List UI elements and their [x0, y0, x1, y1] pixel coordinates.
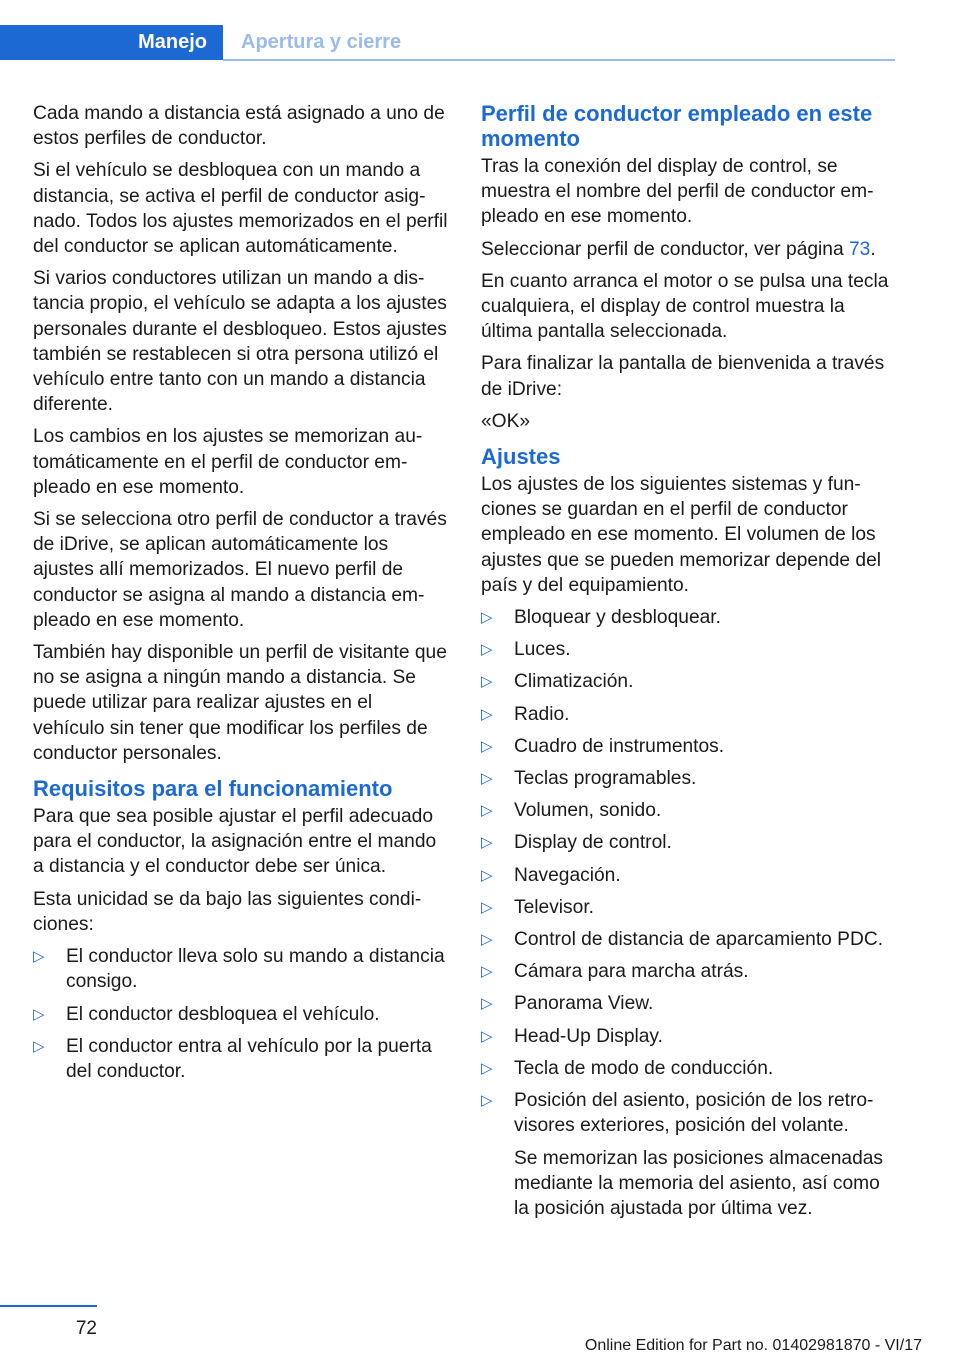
- list-item-text: Cámara para marcha atrás.: [514, 961, 749, 983]
- page-reference-link[interactable]: 73: [848, 238, 871, 260]
- list-item-text: Display de control.: [514, 832, 672, 854]
- list-item-text: Posición del asiento, posición de los retrovisores exteriores, posición del volante.: [514, 1090, 874, 1137]
- list-item-text: El conductor lleva solo su mando a distancia consigo.: [66, 946, 445, 993]
- paragraph: Para que sea posible ajustar el perfil adecuado para el conductor, la asignación entre el mando a distancia y el conductor debe ser única.: [33, 806, 437, 878]
- list-item: [481, 637, 896, 662]
- list-item: [481, 895, 896, 920]
- list-item: [481, 863, 896, 888]
- list-item: [33, 1002, 448, 1027]
- paragraph: Tras la conexión del display de control, se muestra el nombre del perfil de conductor empleado en ese momento.: [481, 156, 874, 228]
- list-item: [481, 605, 896, 630]
- list-item-text: Climatización.: [514, 671, 634, 693]
- triangle-bullet-icon: ▷: [481, 770, 493, 788]
- triangle-bullet-icon: ▷: [481, 641, 493, 659]
- list-item: [481, 766, 896, 791]
- paragraph: Para finalizar la pantalla de bienvenida a través de iDrive:: [481, 353, 885, 400]
- list-item-text: Radio.: [514, 703, 570, 725]
- paragraph: Cada mando a distancia está asignado a uno de estos perfiles de conductor.: [33, 103, 445, 150]
- list-item: [33, 944, 448, 994]
- paragraph-text: .: [870, 238, 876, 260]
- header-divider: [223, 59, 895, 61]
- edition-label: Online Edition for Part no. 01402981870 - VI/17: [584, 1337, 922, 1354]
- paragraph: En cuanto arranca el motor o se pulsa una tecla cualquiera, el display de control muestra la última pantalla seleccionada.: [481, 270, 889, 343]
- list-item-text: Cuadro de instrumentos.: [514, 735, 725, 757]
- section-heading-current-profile: Perfil de conductor empleado en este momento: [481, 101, 873, 151]
- paragraph: [481, 237, 896, 262]
- section-tab[interactable]: Manejo: [0, 25, 223, 60]
- triangle-bullet-icon: ▷: [481, 609, 493, 627]
- list-item-text: Volumen, sonido.: [514, 800, 662, 822]
- triangle-bullet-icon: ▷: [481, 1059, 493, 1077]
- list-item: [481, 1088, 896, 1221]
- list-item: [481, 734, 896, 759]
- section-heading-requirements: Requisitos para el funcionamiento: [33, 776, 393, 802]
- list-item: [481, 1024, 896, 1049]
- list-item-text: El conductor entra al vehículo por la puerta del conductor.: [66, 1035, 432, 1082]
- paragraph: Esta unicidad se da bajo las siguientes condiciones:: [33, 888, 422, 935]
- paragraph: Si el vehículo se desbloquea con un mando a distancia, se activa el perfil de conductor asignado. Todos los ajustes memorizados en el perfil del conductor se aplican automáticamente.: [33, 160, 448, 258]
- triangle-bullet-icon: ▷: [33, 1037, 45, 1055]
- list-item-note: Se memorizan las posiciones almacenadas mediante la memoria del asiento, así como la posición ajustada por última vez.: [514, 1147, 884, 1219]
- page-number: 72: [75, 1318, 97, 1339]
- list-item: [33, 1034, 448, 1084]
- list-item-text: Control de distancia de aparcamiento PDC.: [514, 929, 884, 951]
- list-item-text: Luces.: [514, 639, 571, 661]
- list-item-text: Tecla de modo de conducción.: [514, 1057, 774, 1079]
- triangle-bullet-icon: ▷: [33, 1005, 45, 1023]
- paragraph-text: Seleccionar perfil de conductor, ver página: [481, 238, 849, 260]
- triangle-bullet-icon: ▷: [481, 931, 493, 949]
- triangle-bullet-icon: ▷: [481, 737, 493, 755]
- triangle-bullet-icon: ▷: [481, 802, 493, 820]
- triangle-bullet-icon: ▷: [481, 963, 493, 981]
- triangle-bullet-icon: ▷: [481, 834, 493, 852]
- triangle-bullet-icon: ▷: [481, 705, 493, 723]
- list-item: [481, 798, 896, 823]
- list-item: [481, 702, 896, 727]
- list-item: [481, 830, 896, 855]
- list-item-text: Bloquear y desbloquear.: [514, 607, 721, 629]
- settings-list: [481, 605, 896, 1221]
- chapter-tab[interactable]: Apertura y cierre: [241, 31, 402, 53]
- paragraph: Los cambios en los ajustes se memorizan automáticamente en el perfil de conductor empleado en ese momento.: [33, 426, 423, 498]
- list-item: [481, 991, 896, 1016]
- triangle-bullet-icon: ▷: [481, 673, 493, 691]
- list-item-text: Panorama View.: [514, 993, 654, 1015]
- requirements-list: [33, 944, 448, 1084]
- paragraph: «OK»: [481, 410, 531, 432]
- list-item-text: Televisor.: [514, 896, 594, 918]
- list-item-text: El conductor desbloquea el vehículo.: [66, 1003, 380, 1025]
- list-item: [481, 927, 896, 952]
- list-item: [481, 959, 896, 984]
- right-column: [481, 101, 896, 1228]
- triangle-bullet-icon: ▷: [33, 948, 45, 966]
- paragraph: También hay disponible un perfil de visitante que no se asigna a ningún mando a distancia. Se puede utilizar para realizar ajustes en el vehículo sin tener que modificar los perfiles de conductor personales.: [33, 642, 447, 764]
- triangle-bullet-icon: ▷: [481, 866, 493, 884]
- list-item-text: Teclas programables.: [514, 768, 697, 790]
- list-item-text: Navegación.: [514, 864, 621, 886]
- paragraph: Si se selecciona otro perfil de conductor a través de iDrive, se aplican automáticamente los ajustes allí memorizados. El nuevo perfil de conductor se asigna al mando a distancia empleado en ese momento.: [33, 509, 447, 631]
- paragraph: Los ajustes de los siguientes sistemas y funciones se guardan en el perfil de conductor empleado en ese momento. El volumen de los ajustes que se pueden memorizar depende del país y del equipamiento.: [481, 474, 882, 596]
- list-item: [481, 669, 896, 694]
- list-item: [481, 1056, 896, 1081]
- triangle-bullet-icon: ▷: [481, 1092, 493, 1110]
- paragraph: Si varios conductores utilizan un mando a distancia propio, el vehículo se adapta a los ajustes personales durante el desbloqueo. Estos ajustes también se restablecen si otra persona utilizó el vehículo entre tanto con un mando a distancia diferente.: [33, 268, 447, 416]
- triangle-bullet-icon: ▷: [481, 1027, 493, 1045]
- left-column: [33, 101, 448, 1091]
- list-item-text: Head-Up Display.: [514, 1025, 663, 1047]
- triangle-bullet-icon: ▷: [481, 898, 493, 916]
- section-heading-settings: Ajustes: [481, 444, 561, 470]
- footer-divider: [0, 1305, 97, 1307]
- page-header: [0, 0, 895, 62]
- triangle-bullet-icon: ▷: [481, 995, 493, 1013]
